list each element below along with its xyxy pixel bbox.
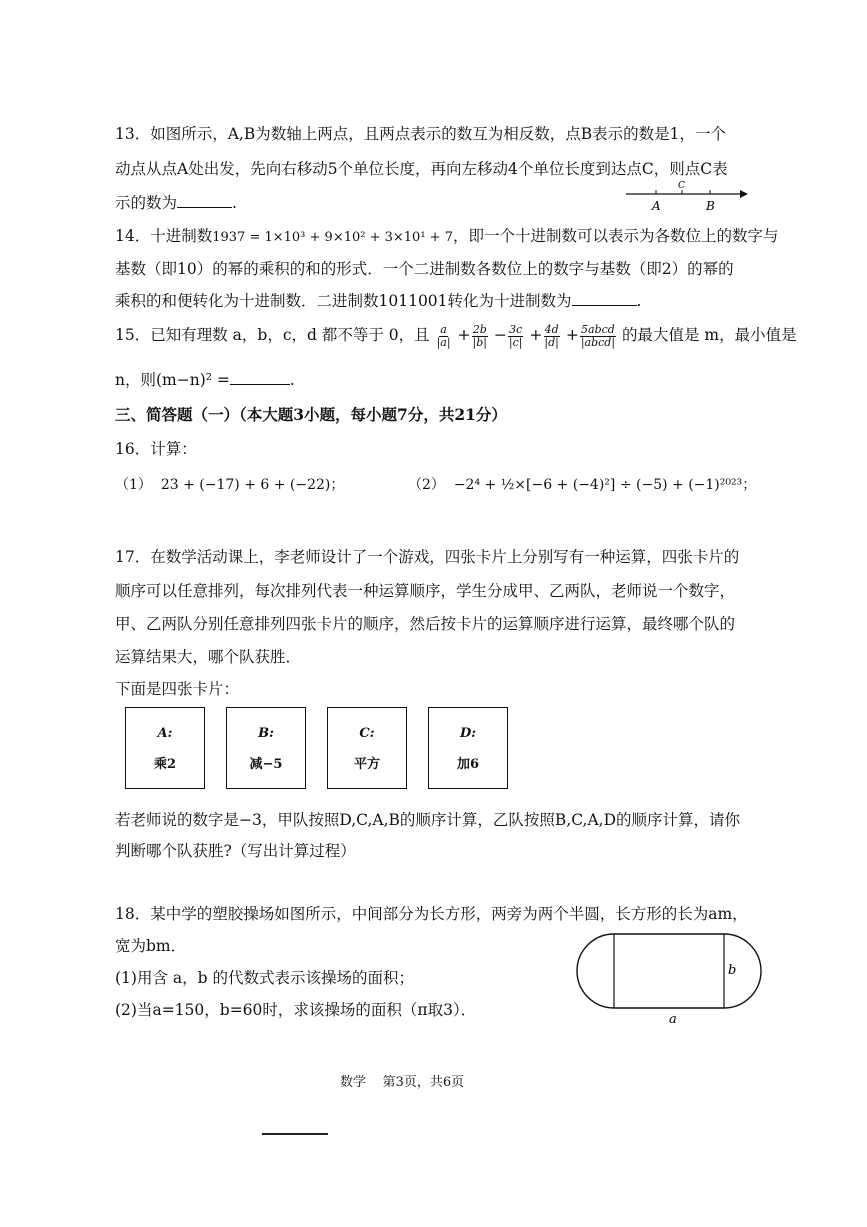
- q17-line1: 17．在数学活动课上，李老师设计了一个游戏，四张卡片上分别写有一种运算，四张卡片的: [115, 548, 740, 566]
- q15-suffix: 的最大值是 m，最小值是: [621, 326, 797, 344]
- q16-p2-label: （2）: [408, 477, 445, 493]
- frac-numerator: a: [440, 322, 447, 336]
- playground-figure: [574, 928, 770, 1026]
- q18-line1: 18．某中学的塑胶操场如图所示，中间部分为长方形，两旁为两个半圆，长方形的长为am，: [115, 905, 748, 923]
- q13-line1: 13．如图所示，A,B为数轴上两点，且两点表示的数互为相反数，点B表示的数是1，一个: [115, 125, 726, 143]
- q14-line3: [115, 289, 641, 311]
- q15-frac-sign-2: −: [493, 326, 507, 344]
- q16-p1-expr: 23 + (−17) + 6 + (−22)；: [160, 477, 345, 493]
- q15-frac-sign-3: +: [529, 326, 543, 344]
- frac-denominator: |abcd|: [580, 335, 616, 349]
- q14-line2: 基数（即10）的幂的乘积的和的形式．一个二进制数各数位上的数字与基数（即2）的幂的: [115, 260, 734, 278]
- q15-line2-end: .: [289, 371, 295, 389]
- q18-part2: (2)当a=150，b=60时，求该操场的面积（π取3）．: [115, 1001, 477, 1019]
- q16-p2-expr: −2⁴ + ½×[−6 + (−4)²] ÷ (−5) + (−1)²⁰²³；: [453, 477, 757, 493]
- frac-numerator: 5abcd: [581, 322, 615, 336]
- q14-suffix: ，即一个十进制数可以表示为各数位上的数字与: [452, 227, 779, 245]
- card-letter: C:: [359, 726, 375, 741]
- card-letter: B:: [258, 726, 274, 741]
- answer-blank: [177, 192, 232, 209]
- card-letter: D:: [459, 726, 477, 741]
- footer-subject: 数学: [340, 1075, 367, 1090]
- q17-line3: 甲、乙两队分别任意排列四张卡片的顺序，然后按卡片的运算顺序进行运算，最终哪个队的: [115, 615, 736, 633]
- q15-line2: [115, 368, 295, 390]
- answer-blank: [230, 369, 290, 386]
- q13-line3-text: 示的数为: [115, 194, 178, 212]
- answer-blank: [572, 290, 637, 307]
- q15-fraction: [436, 324, 452, 349]
- q18-part1: (1)用含 a，b 的代数式表示该操场的面积；: [115, 969, 414, 987]
- q18-line2: 宽为bm．: [115, 937, 187, 955]
- page-footer: [340, 1071, 464, 1090]
- q15-fraction: [472, 324, 488, 349]
- q16-part1: [115, 474, 344, 494]
- footer-page: 第3页，共6页: [382, 1075, 465, 1090]
- label-a: a: [669, 1012, 677, 1026]
- card-operation: 减−5: [249, 757, 283, 772]
- q16-p1-label: （1）: [115, 477, 152, 493]
- q17-line4: 运算结果大，哪个队获胜．: [115, 648, 302, 666]
- card-operation: 平方: [353, 757, 380, 772]
- number-line-arrow: [740, 190, 748, 198]
- q13-line3: [115, 191, 237, 213]
- q14-line3-text: 乘积的和便转化为十进制数．二进制数1011001转化为十进制数为: [115, 292, 572, 310]
- q15-frac-sign-4: +: [565, 326, 579, 344]
- frac-denominator: |c|: [508, 335, 523, 349]
- card-operation: 加6: [456, 757, 480, 772]
- q14-prefix: 14．十进制数: [115, 227, 213, 245]
- q15-line2-text: n，则(m−n)² =: [115, 371, 230, 389]
- q15-line1: [115, 323, 797, 349]
- q14-formula: 1937 = 1×10³ + 9×10² + 3×10¹ + 7: [212, 230, 453, 245]
- card-d: [428, 707, 508, 789]
- frac-numerator: 3c: [509, 322, 523, 336]
- section-heading: 三、简答题（一）（本大题3小题，每小题7分，共21分）: [115, 405, 507, 424]
- card-letter: A:: [157, 726, 173, 741]
- q16-title: 16．计算：: [115, 440, 197, 458]
- label-b: b: [728, 963, 737, 978]
- q15-prefix: 15．已知有理数 a，b，c，d 都不等于 0，且: [115, 326, 430, 344]
- frac-numerator: 4d: [544, 322, 559, 336]
- frac-numerator: 2b: [472, 322, 487, 336]
- label-a: A: [652, 199, 661, 213]
- label-b: B: [706, 199, 715, 213]
- q14-line1: [115, 224, 779, 246]
- footer-rule: [262, 1133, 328, 1135]
- q14-line3-end: .: [636, 292, 642, 310]
- q17-after2: 判断哪个队获胜?（写出计算过程）: [115, 842, 356, 860]
- q17-after1: 若老师说的数字是−3，甲队按照D,C,A,B的顺序计算，乙队按照B,C,A,D的顺序计算，请你: [115, 811, 740, 829]
- card-b: [226, 707, 306, 789]
- q15-frac-sign-1: +: [457, 326, 471, 344]
- label-c: C: [678, 181, 685, 191]
- card-operation: 乘2: [153, 757, 177, 772]
- q16-part2: [408, 474, 756, 494]
- q17-line2: 顺序可以任意排列，每次排列代表一种运算顺序，学生分成甲、乙两队，老师说一个数字，: [115, 582, 736, 600]
- number-line-figure: [622, 180, 752, 216]
- q13-line3-end: .: [232, 194, 237, 212]
- frac-denominator: |d|: [544, 335, 559, 349]
- q15-fraction: [543, 324, 559, 349]
- q17-line5: 下面是四张卡片：: [115, 680, 240, 698]
- card-a: [125, 707, 205, 789]
- frac-denominator: |b|: [472, 335, 487, 349]
- q15-fraction: [508, 324, 524, 349]
- frac-denominator: |a|: [436, 335, 451, 349]
- q13-line2: 动点从点A处出发，先向右移动5个单位长度，再向左移动4个单位长度到达点C，则点C表: [115, 160, 728, 178]
- q15-fraction: [580, 324, 616, 349]
- card-c: [327, 707, 407, 789]
